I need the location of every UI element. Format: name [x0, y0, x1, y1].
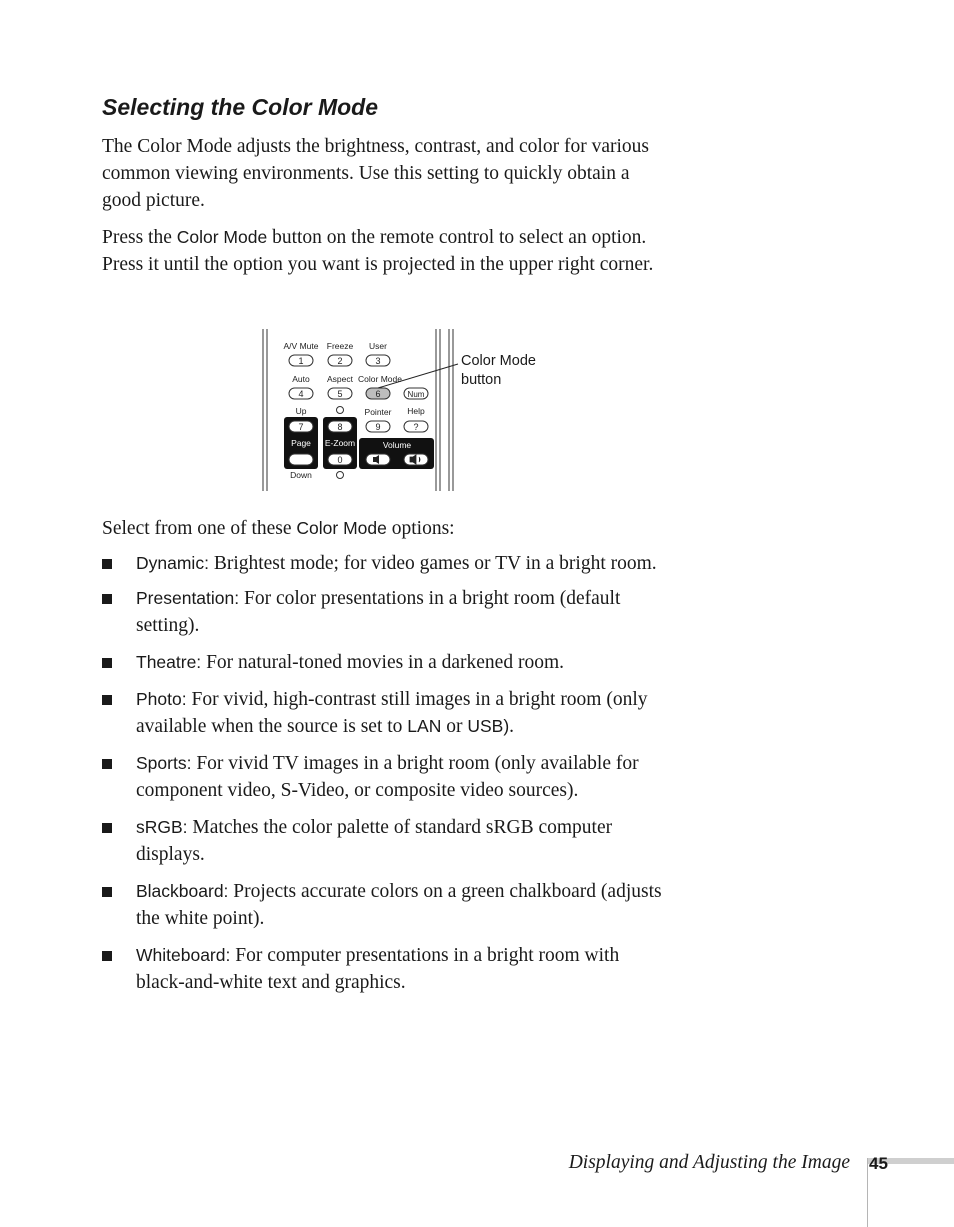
- option-desc: Matches the color palette of standard sRGB computer displays.: [136, 817, 613, 865]
- option-end: .: [509, 716, 515, 737]
- section-heading: Selecting the Color Mode: [102, 94, 379, 120]
- bullet-marker: [102, 823, 112, 833]
- key-help: ?: [413, 422, 419, 432]
- callout-label: [461, 352, 536, 390]
- bullet-marker: [102, 594, 112, 604]
- label-pointer: Pointer: [364, 407, 392, 417]
- option-name: sRGB:: [136, 817, 188, 837]
- option-sports: [102, 750, 672, 804]
- color-mode-options-list: [102, 550, 672, 1006]
- callout-line-1: Color Mode: [461, 353, 536, 369]
- select-paragraph: [102, 515, 672, 542]
- key-6: 6: [375, 389, 381, 399]
- option-name: Sports:: [136, 753, 192, 773]
- option-lan: LAN: [407, 716, 442, 736]
- key-1: 1: [298, 356, 304, 366]
- option-theatre: [102, 649, 672, 676]
- option-presentation: [102, 585, 672, 639]
- label-auto: Auto: [292, 374, 310, 384]
- option-name: Whiteboard:: [136, 945, 231, 965]
- label-page: Page: [291, 438, 311, 448]
- key-5: 5: [337, 389, 343, 399]
- option-blackboard: [102, 878, 672, 932]
- key-7: 7: [298, 422, 304, 432]
- label-down: Down: [290, 470, 312, 480]
- key-0: 0: [337, 455, 343, 465]
- key-3: 3: [375, 356, 381, 366]
- option-dynamic: [102, 550, 672, 577]
- option-name: Presentation:: [136, 588, 240, 608]
- callout-line-2: button: [461, 372, 502, 388]
- label-freeze: Freeze: [326, 341, 354, 351]
- option-name: Dynamic:: [136, 553, 209, 573]
- instruction-pre: Press the: [102, 227, 177, 248]
- label-volume: Volume: [382, 440, 412, 450]
- label-aspect: Aspect: [327, 374, 353, 384]
- select-mode-term: Color Mode: [296, 518, 387, 538]
- bullet-marker: [102, 951, 112, 961]
- select-pre: Select from one of these: [102, 518, 297, 539]
- option-desc: For vivid TV images in a bright room (only available for component video, S-Video, or composite video sources).: [136, 753, 639, 801]
- bullet-marker: [102, 658, 112, 668]
- bullet-marker: [102, 759, 112, 769]
- key-num: Num: [407, 390, 425, 399]
- option-desc: For vivid, high-contrast still images in a bright room (only available when the source is set to: [136, 689, 648, 737]
- page-number: 45: [869, 1154, 888, 1173]
- key-2: 2: [337, 356, 343, 366]
- zoom-out-icon: [337, 472, 344, 479]
- label-help: Help: [407, 406, 425, 416]
- option-desc: For color presentations in a bright room (default setting).: [136, 588, 621, 636]
- select-post: options:: [386, 518, 455, 539]
- label-up: Up: [295, 406, 307, 416]
- option-desc: For natural-toned movies in a darkened room.: [201, 652, 565, 673]
- bullet-marker: [102, 559, 112, 569]
- option-or: or: [441, 716, 468, 737]
- label-ezoom: E-Zoom: [324, 438, 356, 448]
- option-desc: Brightest mode; for video games or TV in a bright room.: [208, 553, 657, 574]
- label-av-mute: A/V Mute: [283, 341, 319, 351]
- option-whiteboard: [102, 942, 672, 996]
- option-name: Theatre:: [136, 652, 202, 672]
- label-color-mode: Color Mode: [358, 374, 402, 384]
- instruction-paragraph: [102, 224, 672, 278]
- option-usb: USB): [467, 716, 510, 736]
- label-user: User: [369, 341, 387, 351]
- intro-paragraph: The Color Mode adjusts the brightness, contrast, and color for various common viewing environments. Use this setting to quickly obtain a good picture.: [102, 136, 649, 211]
- footer-section-title: Displaying and Adjusting the Image: [568, 1152, 850, 1173]
- bullet-marker: [102, 695, 112, 705]
- option-photo: [102, 686, 672, 740]
- key-4: 4: [298, 389, 304, 399]
- option-name: Blackboard:: [136, 881, 229, 901]
- color-mode-term: Color Mode: [176, 227, 268, 247]
- key-9: 9: [375, 422, 381, 432]
- key-8: 8: [337, 422, 343, 432]
- footer-rule: [867, 1158, 868, 1227]
- instruction-post: button on the remote control to select an option. Press it until the option you want is projected in the upper right corner.: [102, 227, 654, 275]
- zoom-in-icon: [337, 407, 344, 414]
- bullet-marker: [102, 887, 112, 897]
- option-name: Photo:: [136, 689, 187, 709]
- option-desc: Projects accurate colors on a green chalkboard (adjusts the white point).: [136, 881, 662, 929]
- option-desc: For computer presentations in a bright room with black-and-white text and graphics.: [136, 945, 620, 993]
- option-srgb: [102, 814, 672, 868]
